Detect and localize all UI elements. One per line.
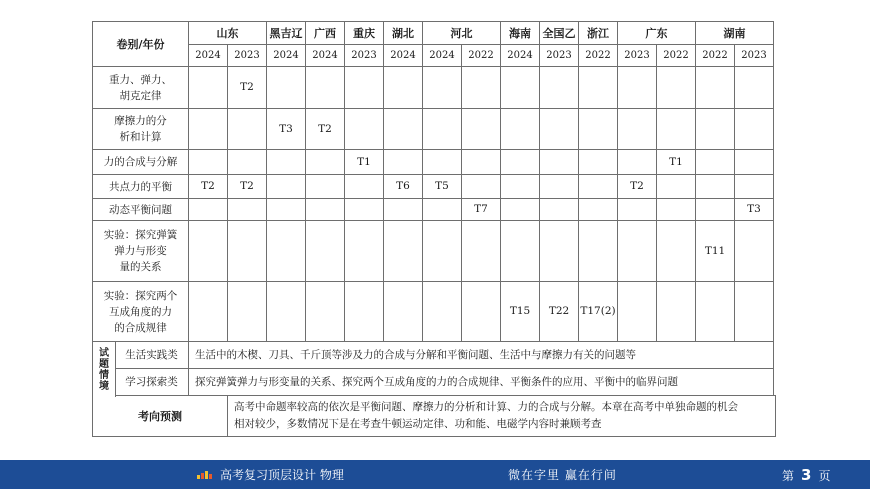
question-cell xyxy=(423,221,462,282)
question-cell xyxy=(423,150,462,175)
header-row-regions xyxy=(93,22,776,45)
scenario-group-char: 情 xyxy=(99,369,109,381)
topic-label-line: 摩擦力的分 xyxy=(114,115,167,127)
question-cell xyxy=(306,199,345,221)
question-cell xyxy=(228,221,267,282)
question-cell xyxy=(267,150,306,175)
question-cell xyxy=(618,221,657,282)
year-header: 2022 xyxy=(657,45,696,67)
question-cell xyxy=(306,67,345,109)
topic-label xyxy=(93,150,189,175)
year-header: 2024 xyxy=(501,45,540,67)
year-header: 2022 xyxy=(462,45,501,67)
scenario-left-inner xyxy=(115,375,188,390)
topic-label xyxy=(93,221,189,282)
region-header: 湖北 xyxy=(384,22,423,45)
question-cell xyxy=(657,199,696,221)
year-header: 2024 xyxy=(306,45,345,67)
topic-label xyxy=(93,282,189,342)
question-cell xyxy=(657,175,696,199)
question-cell xyxy=(384,109,423,150)
footer-slogan: 微在字里 赢在行间 xyxy=(508,468,617,482)
scenario-group-label xyxy=(93,342,116,397)
question-cell xyxy=(579,67,618,109)
scenario-text: 生活中的木楔、刀具、千斤顶等涉及力的合成与分解和平衡问题、生活中与摩擦力有关的问题等 xyxy=(189,342,774,369)
question-cell xyxy=(384,67,423,109)
question-cell xyxy=(735,282,774,342)
question-cell xyxy=(423,282,462,342)
topic-label-line: 的合成规律 xyxy=(114,321,167,334)
question-cell xyxy=(384,282,423,342)
question-cell xyxy=(189,199,228,221)
logo-icon xyxy=(196,470,214,480)
question-cell xyxy=(540,109,579,150)
year-header: 2024 xyxy=(267,45,306,67)
scenario-text: 探究弹簧弹力与形变量的关系、探究两个互成角度的力的合成规律、平衡条件的应用、平衡中的临界问题 xyxy=(189,369,774,396)
question-cell xyxy=(267,199,306,221)
region-header: 广东 xyxy=(618,22,696,45)
question-cell xyxy=(579,199,618,221)
topic-label-line: 实验：探究两个 xyxy=(103,289,178,302)
question-cell xyxy=(462,282,501,342)
question-cell xyxy=(462,175,501,199)
question-cell xyxy=(696,199,735,221)
question-cell xyxy=(345,282,384,342)
topic-label-line: 共点力的平衡 xyxy=(109,180,172,193)
topic-row xyxy=(93,199,776,221)
year-header: 2024 xyxy=(423,45,462,67)
year-header: 2022 xyxy=(579,45,618,67)
question-cell xyxy=(501,150,540,175)
question-cell xyxy=(462,109,501,150)
question-cell: T1 xyxy=(657,150,696,175)
question-cell xyxy=(696,109,735,150)
topic-row xyxy=(93,175,776,199)
scenario-left-inner xyxy=(115,348,188,363)
scenario-group-char: 题 xyxy=(99,358,109,370)
topic-label xyxy=(93,67,189,109)
topic-label xyxy=(93,175,189,199)
question-cell: T2 xyxy=(228,175,267,199)
question-cell xyxy=(501,109,540,150)
question-cell xyxy=(189,282,228,342)
question-cell: T11 xyxy=(696,221,735,282)
year-header: 2023 xyxy=(735,45,774,67)
question-cell xyxy=(579,150,618,175)
question-cell xyxy=(501,221,540,282)
question-cell xyxy=(228,109,267,150)
question-cell xyxy=(657,221,696,282)
question-cell xyxy=(345,221,384,282)
question-cell xyxy=(384,221,423,282)
question-cell xyxy=(189,221,228,282)
scenario-label: 生活实践类 xyxy=(125,348,178,361)
question-cell: T2 xyxy=(306,109,345,150)
topic-label-line: 胡克定律 xyxy=(119,89,162,102)
year-header: 2023 xyxy=(228,45,267,67)
topic-label xyxy=(93,109,189,150)
prediction-text xyxy=(228,396,776,437)
question-cell: T22 xyxy=(540,282,579,342)
question-cell: T7 xyxy=(462,199,501,221)
question-cell xyxy=(189,67,228,109)
topic-label-line: 重力、弹力、 xyxy=(109,73,172,86)
corner-header: 卷别/年份 xyxy=(93,22,189,67)
question-cell xyxy=(306,150,345,175)
scenario-row xyxy=(93,342,776,369)
region-header: 黑吉辽 xyxy=(267,22,306,45)
question-cell xyxy=(306,175,345,199)
question-cell xyxy=(657,109,696,150)
topic-row xyxy=(93,282,776,342)
question-cell xyxy=(189,109,228,150)
footer-title: 高考复习顶层设计 物理 xyxy=(220,468,344,482)
question-cell xyxy=(579,221,618,282)
prediction-row xyxy=(93,396,776,437)
year-header: 2023 xyxy=(618,45,657,67)
page-prefix: 第 xyxy=(782,469,795,483)
question-cell: T5 xyxy=(423,175,462,199)
year-header: 2022 xyxy=(696,45,735,67)
topic-label-line: 弹力与形变 xyxy=(114,245,167,257)
question-cell xyxy=(696,150,735,175)
question-cell xyxy=(228,199,267,221)
question-cell xyxy=(345,67,384,109)
footer-bar xyxy=(0,460,870,489)
page-indicator xyxy=(782,466,830,484)
question-cell: T1 xyxy=(345,150,384,175)
question-cell xyxy=(462,221,501,282)
question-cell xyxy=(501,175,540,199)
question-cell xyxy=(618,199,657,221)
exam-analysis-table-wrapper xyxy=(92,21,776,437)
question-cell xyxy=(345,199,384,221)
scenario-group-char: 境 xyxy=(99,380,109,392)
question-cell: T6 xyxy=(384,175,423,199)
region-header: 全国乙 xyxy=(540,22,579,45)
region-header: 湖南 xyxy=(696,22,774,45)
region-header: 海南 xyxy=(501,22,540,45)
question-cell xyxy=(501,67,540,109)
question-cell: T3 xyxy=(267,109,306,150)
question-cell xyxy=(384,199,423,221)
question-cell: T17(2) xyxy=(579,282,618,342)
topic-label-line: 量的关系 xyxy=(119,261,162,273)
question-cell xyxy=(540,199,579,221)
question-cell xyxy=(735,221,774,282)
topic-label-line: 力的合成与分解 xyxy=(103,156,178,168)
topic-label-line: 动态平衡问题 xyxy=(109,203,172,216)
region-header: 山东 xyxy=(189,22,267,45)
exam-analysis-table xyxy=(92,21,776,437)
year-header: 2023 xyxy=(345,45,384,67)
question-cell xyxy=(696,282,735,342)
region-header: 重庆 xyxy=(345,22,384,45)
topic-label-line: 互成角度的力 xyxy=(109,305,172,318)
region-header: 广西 xyxy=(306,22,345,45)
question-cell xyxy=(657,282,696,342)
question-cell xyxy=(735,109,774,150)
prediction-line: 高考中命题率较高的依次是平衡问题、摩擦力的分析和计算、力的合成与分解。本章在高考中单独命题的机会 xyxy=(234,401,738,413)
question-cell xyxy=(267,221,306,282)
scenario-group-char: 试 xyxy=(99,347,109,359)
question-cell xyxy=(189,150,228,175)
question-cell: T15 xyxy=(501,282,540,342)
topic-label-line: 实验：探究弹簧 xyxy=(103,229,178,241)
topic-label xyxy=(93,199,189,221)
question-cell xyxy=(462,150,501,175)
question-cell: T3 xyxy=(735,199,774,221)
question-cell xyxy=(384,150,423,175)
year-header: 2023 xyxy=(540,45,579,67)
question-cell xyxy=(267,282,306,342)
question-cell xyxy=(345,109,384,150)
question-cell xyxy=(267,175,306,199)
question-cell xyxy=(618,150,657,175)
question-cell xyxy=(618,282,657,342)
question-cell xyxy=(306,282,345,342)
question-cell: T2 xyxy=(618,175,657,199)
question-cell xyxy=(735,67,774,109)
topic-row xyxy=(93,67,776,109)
question-cell xyxy=(618,109,657,150)
question-cell xyxy=(228,282,267,342)
question-cell xyxy=(735,150,774,175)
year-header: 2024 xyxy=(189,45,228,67)
question-cell: T2 xyxy=(228,67,267,109)
footer-left xyxy=(196,466,344,483)
question-cell xyxy=(423,199,462,221)
question-cell xyxy=(618,67,657,109)
question-cell: T2 xyxy=(189,175,228,199)
region-header: 河北 xyxy=(423,22,501,45)
prediction-label: 考向预测 xyxy=(93,396,228,437)
topic-label-line: 析和计算 xyxy=(119,131,162,143)
question-cell xyxy=(696,67,735,109)
question-cell xyxy=(540,175,579,199)
question-cell xyxy=(345,175,384,199)
question-cell xyxy=(423,109,462,150)
question-cell xyxy=(423,67,462,109)
prediction-line: 相对较少，多数情况下是在考查牛顿运动定律、功和能、电磁学内容时兼顾考查 xyxy=(234,418,602,430)
question-cell xyxy=(540,150,579,175)
page-suffix: 页 xyxy=(818,469,831,483)
topic-row xyxy=(93,221,776,282)
question-cell xyxy=(735,175,774,199)
question-cell xyxy=(540,67,579,109)
scenario-row xyxy=(93,369,776,396)
year-header: 2024 xyxy=(384,45,423,67)
page-number: 3 xyxy=(801,466,812,484)
topic-row xyxy=(93,109,776,150)
question-cell xyxy=(657,67,696,109)
question-cell xyxy=(579,109,618,150)
question-cell xyxy=(462,67,501,109)
question-cell xyxy=(267,67,306,109)
region-header: 浙江 xyxy=(579,22,618,45)
question-cell xyxy=(228,150,267,175)
header-row-years xyxy=(93,45,776,67)
scenario-label: 学习探索类 xyxy=(125,375,178,388)
question-cell xyxy=(696,175,735,199)
question-cell xyxy=(306,221,345,282)
question-cell xyxy=(501,199,540,221)
question-cell xyxy=(579,175,618,199)
question-cell xyxy=(540,221,579,282)
topic-row xyxy=(93,150,776,175)
